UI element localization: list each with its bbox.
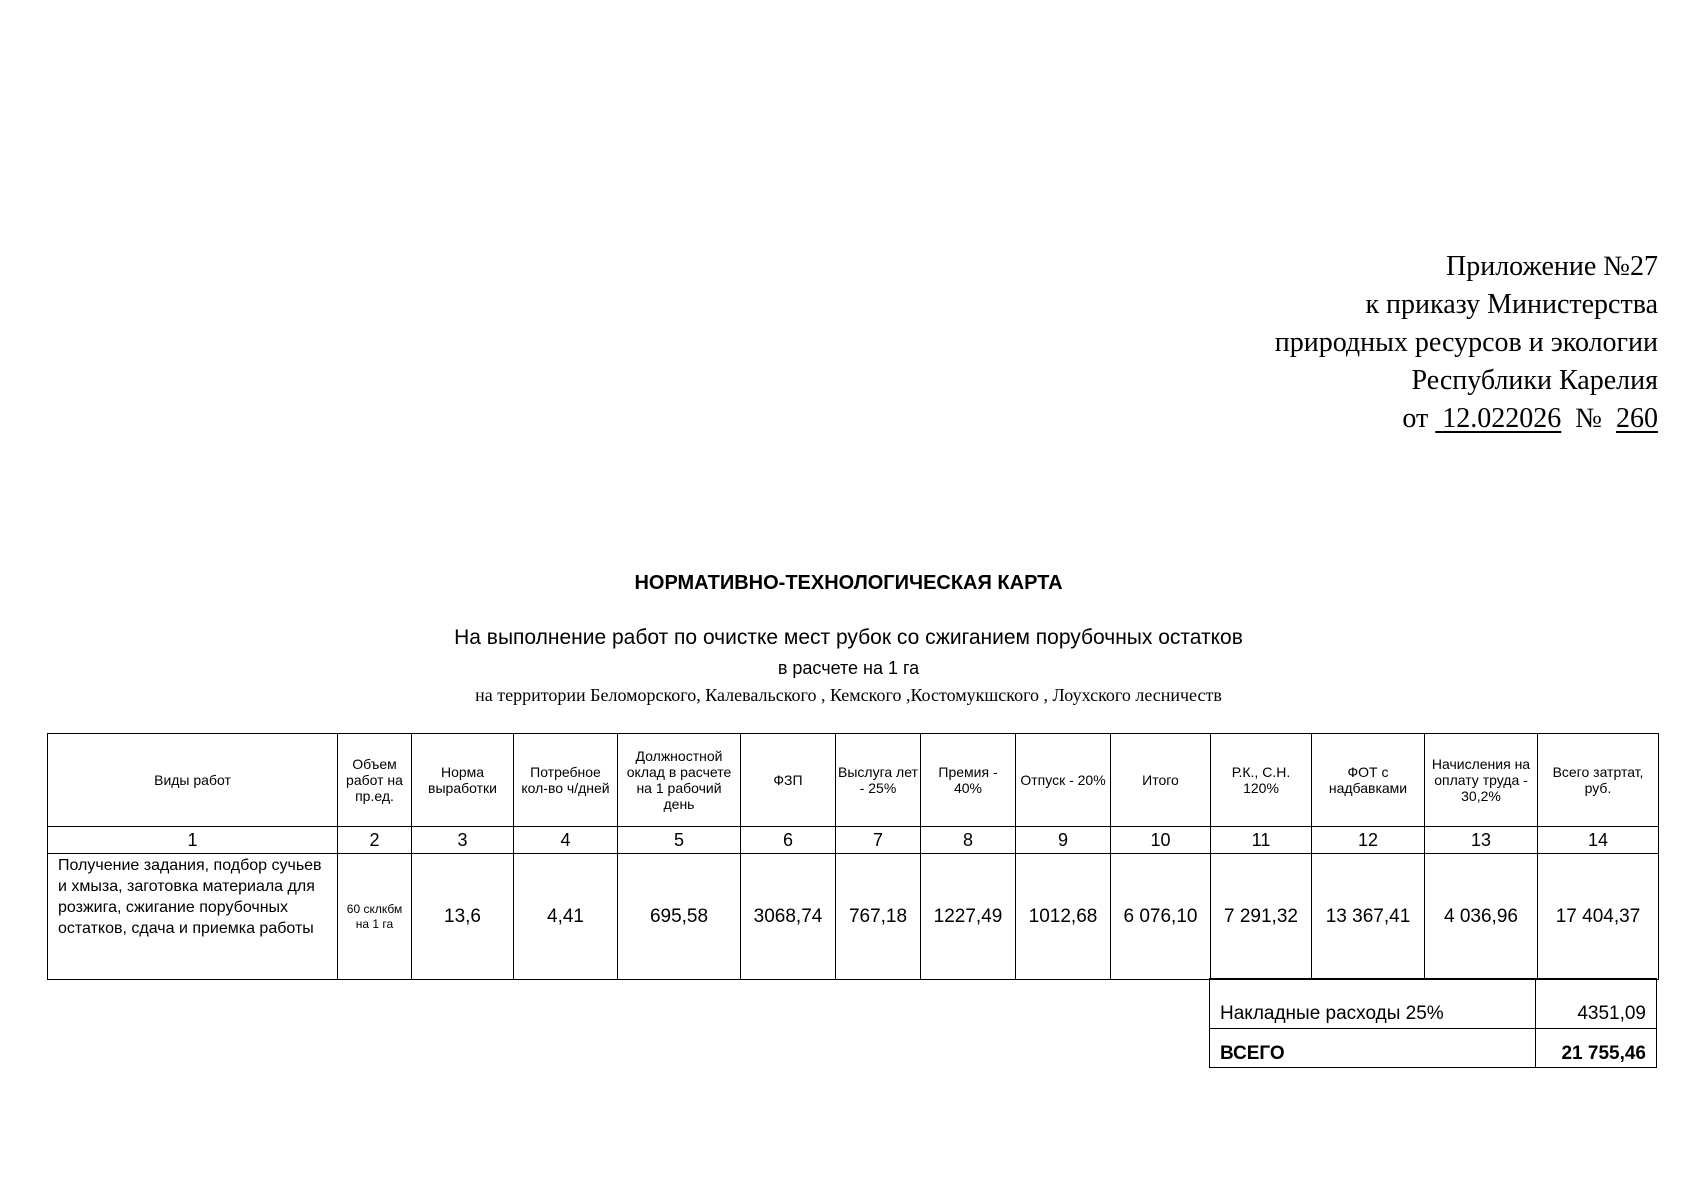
norm-cell: 13,6 <box>412 854 514 980</box>
header-cell: Итого <box>1111 734 1211 827</box>
charges-cell: 4 036,96 <box>1425 854 1538 980</box>
appendix-line-4: Республики Карелия <box>1411 365 1658 396</box>
work-type-cell: Получение задания, подбор сучьев и хмыза, заготовка материала для розжига, сжигание порубочных остатков, сдача и приемка работы <box>48 854 338 980</box>
vacation-cell: 1012,68 <box>1016 854 1111 980</box>
header-row <box>48 734 1659 827</box>
seniority-cell: 767,18 <box>836 854 921 980</box>
document-subtitle-territory: на территории Беломорского, Калевальского , Кемского ,Костомукшского , Лоухского лесничеств <box>475 685 1222 705</box>
appendix-line-3: природных ресурсов и экологии <box>1274 327 1658 358</box>
days-cell: 4,41 <box>514 854 618 980</box>
header-cell: Выслуга лет - 25% <box>836 734 921 827</box>
subtotal-cell: 6 076,10 <box>1111 854 1211 980</box>
document-subtitle-unit: в расчете на 1 га <box>777 658 920 678</box>
column-number: 9 <box>1016 827 1111 854</box>
salary-cell: 695,58 <box>618 854 741 980</box>
header-cell: ФЗП <box>741 734 836 827</box>
column-number: 2 <box>338 827 412 854</box>
appendix-date-line <box>1275 400 1658 438</box>
header-cell: ФОТ с надбавками <box>1312 734 1425 827</box>
header-cell: Виды работ <box>48 734 338 827</box>
column-number: 12 <box>1312 827 1425 854</box>
totals-table <box>1209 978 1657 1068</box>
document-subtitle: На выполнение работ по очистке мест рубок со сжиганием порубочных остатков <box>454 626 1243 649</box>
header-cell: Р.К., С.Н. 120% <box>1211 734 1312 827</box>
appendix-block <box>1275 248 1658 438</box>
header-cell: Премия - 40% <box>921 734 1016 827</box>
number-sign: № <box>1575 403 1602 434</box>
rk-sn-cell: 7 291,32 <box>1211 854 1312 980</box>
column-number: 3 <box>412 827 514 854</box>
total-cost-cell: 17 404,37 <box>1538 854 1659 980</box>
header-cell: Потребное кол-во ч/дней <box>514 734 618 827</box>
column-number: 8 <box>921 827 1016 854</box>
column-number: 1 <box>48 827 338 854</box>
column-number: 6 <box>741 827 836 854</box>
bonus-cell: 1227,49 <box>921 854 1016 980</box>
column-number-row <box>48 827 1659 854</box>
volume-cell: 60 склкбм на 1 га <box>338 854 412 980</box>
header-cell: Объем работ на пр.ед. <box>338 734 412 827</box>
grand-total-value: 21 755,46 <box>1536 1029 1657 1068</box>
column-number: 10 <box>1111 827 1211 854</box>
document-title: НОРМАТИВНО-ТЕХНОЛОГИЧЕСКАЯ КАРТА <box>634 572 1063 594</box>
column-number: 11 <box>1211 827 1312 854</box>
from-prefix: от <box>1402 403 1429 434</box>
header-cell: Отпуск - 20% <box>1016 734 1111 827</box>
norm-tech-table <box>47 733 1659 980</box>
header-cell: Начисления на оплату труда - 30,2% <box>1425 734 1538 827</box>
header-cell: Должностной оклад в расчете на 1 рабочий день <box>618 734 741 827</box>
column-number: 14 <box>1538 827 1659 854</box>
column-number: 4 <box>514 827 618 854</box>
fot-cell: 13 367,41 <box>1312 854 1425 980</box>
appendix-line-1: Приложение №27 <box>1446 251 1658 282</box>
overhead-label: Накладные расходы 25% <box>1210 979 1536 1029</box>
column-number: 5 <box>618 827 741 854</box>
appendix-line-2: к приказу Министерства <box>1365 289 1658 320</box>
overhead-row <box>1210 979 1657 1029</box>
grand-total-label: ВСЕГО <box>1210 1029 1536 1068</box>
header-cell: Норма выработки <box>412 734 514 827</box>
column-number: 7 <box>836 827 921 854</box>
grand-total-row <box>1210 1029 1657 1068</box>
column-number: 13 <box>1425 827 1538 854</box>
header-cell: Всего затртат, руб. <box>1538 734 1659 827</box>
table-row <box>48 854 1659 980</box>
fzp-cell: 3068,74 <box>741 854 836 980</box>
order-date: 12.022026 <box>1442 403 1562 434</box>
order-number: 260 <box>1616 403 1658 434</box>
overhead-value: 4351,09 <box>1536 979 1657 1029</box>
